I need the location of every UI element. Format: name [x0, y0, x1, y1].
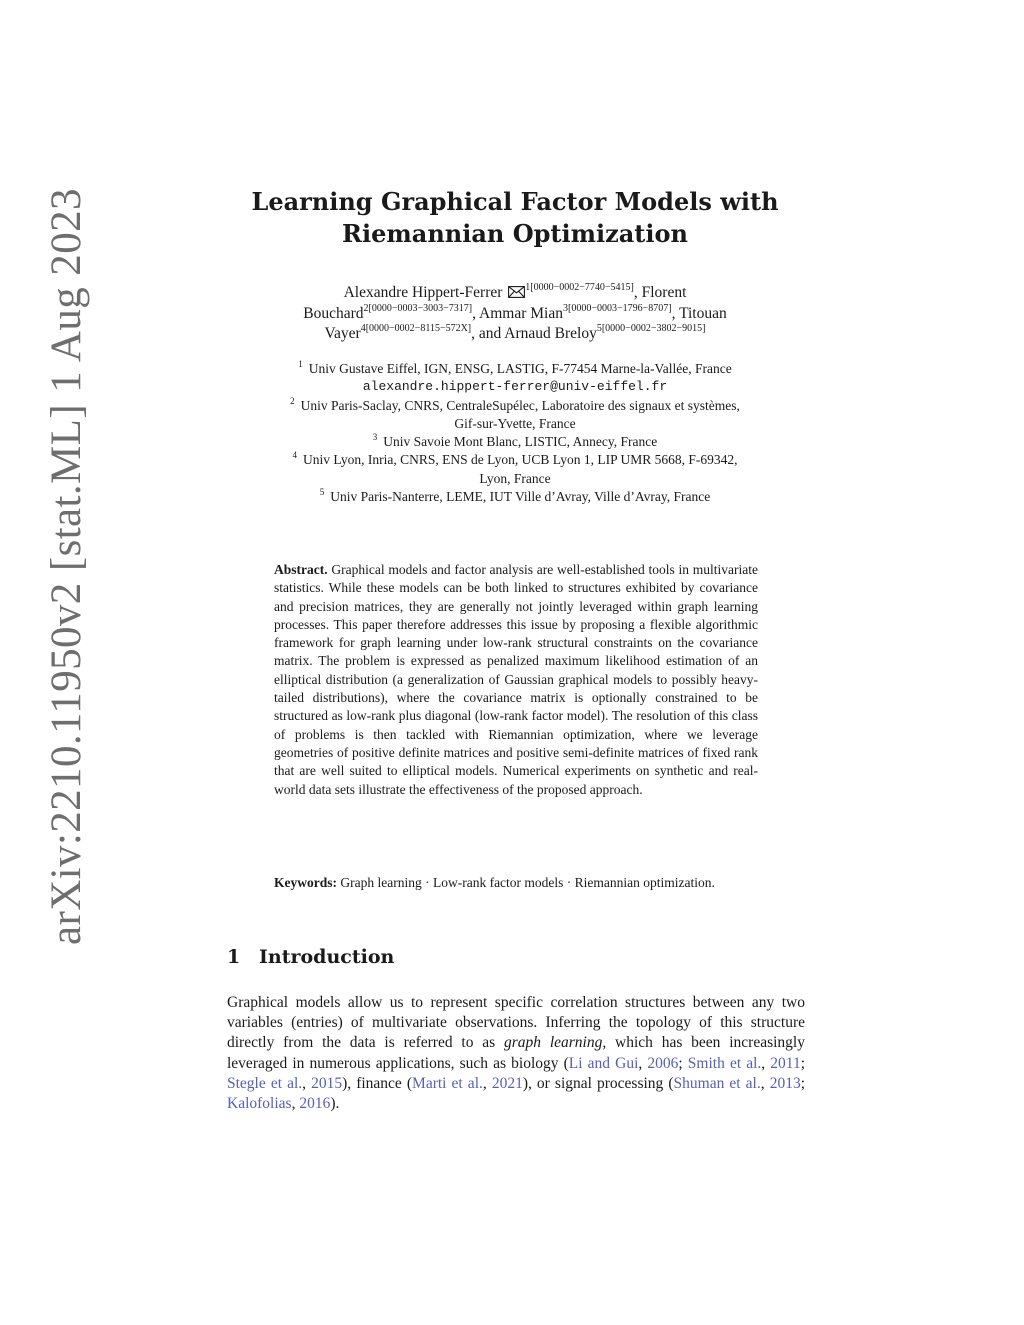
section-title: Introduction — [259, 946, 395, 968]
author-orcid: 2[0000−0003−3003−7317] — [363, 303, 473, 314]
arxiv-identifier: arXiv:2210.11950v2 [stat.ML] 1 Aug 2023 — [43, 188, 90, 945]
affiliation-2: $^2$ Univ Paris-Saclay, CNRS, CentraleSupélec, Laboratoire des signaux et systèmes, — [290, 395, 740, 413]
author-orcid: 4[0000−0002−8115−572X] — [360, 323, 472, 334]
citation-link[interactable]: Kalofolias — [227, 1095, 292, 1113]
section-heading — [227, 946, 394, 968]
author-orcid: 5[0000−0002−3802−9015] — [596, 323, 706, 334]
section-number: 1 — [227, 946, 241, 968]
keywords-text: Graph learning · Low-rank factor models · Riemannian optimization. — [340, 875, 715, 890]
intro-paragraph: Graphical models allow us to represent specific correlation structures between any two variables (entries) of multivariate observations. Inferring the topology of this structure directly from the data is referred to as graph learning, which has been increasingly leveraged in numerous applications, such as biology (Li and Gui, 2006; Smith et al., 2011; Stegle et al., 2015), finance (Marti et al., 2021), or signal processing (Shuman et al., 2013; Kalofolias, 2016). — [227, 994, 806, 1113]
citation-year-link[interactable]: 2011 — [770, 1054, 801, 1072]
conjunction: , and — [471, 325, 505, 342]
citation-link[interactable]: Stegle et al. — [227, 1074, 303, 1092]
affiliation-list — [200, 360, 830, 506]
affiliation-2-cont: Gif-sur-Yvette, France — [454, 415, 576, 431]
author-name: Arnaud Breloy — [504, 325, 597, 342]
title-line-1: Learning Graphical Factor Models with — [251, 187, 779, 216]
citation-link[interactable]: Li and Gui — [568, 1054, 639, 1072]
author-line-1: Alexandre Hippert-Ferrer $^{1[0000-0002-7740-5415]}$, Florent — [200, 283, 830, 304]
author-list — [200, 283, 830, 344]
envelope-icon — [508, 284, 525, 304]
author-name: Bouchard — [303, 305, 364, 322]
affiliation-4: $^4$ Univ Lyon, Inria, CNRS, ENS de Lyon, UCB Lyon 1, LIP UMR 5668, F-69342, — [292, 450, 738, 468]
author-name: Titouan — [679, 305, 727, 322]
corresponding-email[interactable]: alexandre.hippert-ferrer@univ-eiffel.fr — [362, 379, 668, 395]
affiliation-4-cont: Lyon, France — [479, 470, 551, 486]
citation-year-link[interactable]: 2015 — [311, 1074, 343, 1092]
affiliation-1: $^1$ Univ Gustave Eiffel, IGN, ENSG, LASTIG, F-77454 Marne-la-Vallée, France — [298, 359, 732, 376]
author-orcid: 1[0000−0002−7740−5415] — [525, 282, 634, 293]
citation-link[interactable]: Marti et al. — [412, 1074, 483, 1092]
keywords — [274, 874, 758, 892]
author-name: Vayer — [324, 325, 361, 342]
abstract-label: Abstract. — [274, 562, 328, 577]
author-line-2: Bouchard$^{2[0000-0003-3003-7317]}$, Ammar Mian$^{3[0000-0003-1796-8707]}$, Titouan — [303, 303, 727, 322]
citation-year-link[interactable]: 2021 — [491, 1074, 523, 1092]
keywords-label: Keywords: — [274, 875, 337, 890]
citation-year-link[interactable]: 2013 — [769, 1074, 801, 1092]
citation-year-link[interactable]: 2006 — [647, 1054, 679, 1072]
affiliation-5: $^5$ Univ Paris-Nanterre, LEME, IUT Ville d’Avray, Ville d’Avray, France — [319, 487, 711, 505]
author-name: Alexandre Hippert-Ferrer — [343, 284, 503, 301]
abstract — [274, 561, 758, 799]
author-line-3 — [200, 324, 830, 344]
abstract-text: Graphical models and factor analysis are well-established tools in multivariate statistics. While these models can be both linked to structures exhibited by covariance and precision matrices, they are generally not jointly leveraged within graph learning processes. This paper therefore addresses this issue by proposing a flexible algorithmic framework for graph learning under low-rank structural constraints on the covariance matrix. The problem is expressed as penalized maximum likelihood estimation of an elliptical distribution (a generalization of Gaussian graphical models to possibly heavy-tailed distributions), where the covariance matrix is optionally constrained to be structured as low-rank plus diagonal (low-rank factor model). The resolution of this class of problems is then tackled with Riemannian optimization, where we leverage geometries of positive definite matrices and positive semi-definite matrices of fixed rank that are well suited to elliptical models. Numerical experiments on synthetic and real-world data sets illustrate the effectiveness of the proposed approach. — [274, 562, 758, 797]
title-line-2: Riemannian Optimization — [342, 219, 688, 248]
emphasis: graph learning — [503, 1034, 603, 1052]
author-name: Florent — [641, 284, 687, 301]
citation-year-link[interactable]: 2016 — [299, 1095, 331, 1113]
citation-link[interactable]: Smith et al. — [687, 1054, 762, 1072]
citation-link[interactable]: Shuman et al. — [673, 1074, 761, 1092]
author-orcid: 3[0000−0003−1796−8707] — [562, 303, 672, 314]
affiliation-3: $^3$ Univ Savoie Mont Blanc, LISTIC, Annecy, France — [372, 432, 658, 450]
author-name: Ammar Mian — [479, 305, 563, 322]
paper-title — [180, 186, 850, 250]
